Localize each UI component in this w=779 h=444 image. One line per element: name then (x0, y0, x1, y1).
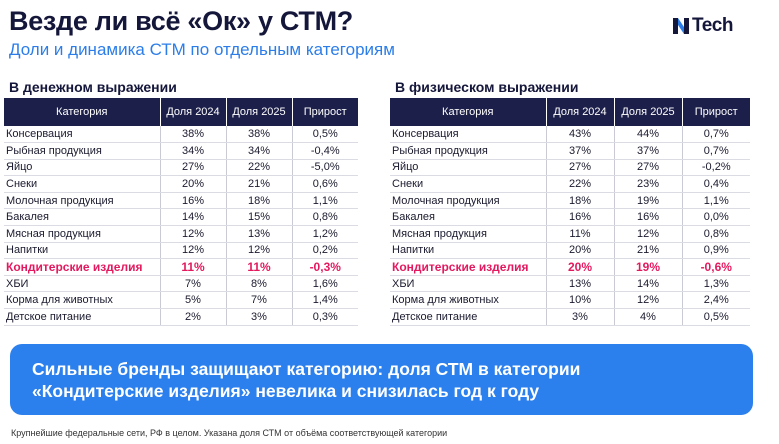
n-mark-icon (672, 17, 690, 35)
table-row (390, 126, 750, 143)
cell-share-2024: 38% (160, 126, 226, 143)
cell-share-2025: 19% (614, 192, 682, 209)
table-row (4, 159, 358, 176)
cell-category: Яйцо (4, 159, 160, 176)
cell-share-2025: 18% (226, 192, 292, 209)
cell-share-2024: 12% (160, 242, 226, 259)
cell-share-2025: 27% (614, 159, 682, 176)
cell-share-2024: 3% (546, 309, 614, 326)
table-row (390, 159, 750, 176)
cell-growth: 1,1% (682, 192, 750, 209)
cell-share-2024: 43% (546, 126, 614, 143)
cell-share-2024: 14% (160, 209, 226, 226)
table-row (390, 209, 750, 226)
cell-growth: 0,7% (682, 143, 750, 160)
cell-growth: 0,8% (292, 209, 358, 226)
cell-share-2025: 38% (226, 126, 292, 143)
cell-category: Рыбная продукция (390, 143, 546, 160)
footnote: Крупнейшие федеральные сети, РФ в целом. Указана доля СТМ от объёма соответствующей категории (11, 428, 448, 438)
cell-category: Консервация (4, 126, 160, 143)
cell-growth: 0,9% (682, 242, 750, 259)
cell-category: Мясная продукция (4, 226, 160, 243)
header-share-2025: Доля 2025 (226, 98, 292, 126)
cell-growth: 1,2% (292, 226, 358, 243)
cell-category: Молочная продукция (390, 192, 546, 209)
cell-share-2024: 37% (546, 143, 614, 160)
cell-growth: 1,6% (292, 275, 358, 292)
cell-share-2024: 16% (546, 209, 614, 226)
cell-share-2024: 27% (160, 159, 226, 176)
table-header-row (390, 98, 750, 126)
table-row (390, 143, 750, 160)
cell-share-2025: 12% (614, 292, 682, 309)
banner-line-2: «Кондитерские изделия» невелика и снизилась год к году (32, 381, 540, 401)
cell-share-2024: 5% (160, 292, 226, 309)
cell-share-2025: 21% (226, 176, 292, 193)
header-growth: Прирост (682, 98, 750, 126)
key-insight-banner (10, 344, 753, 415)
cell-category: Напитки (4, 242, 160, 259)
cell-share-2025: 11% (226, 259, 292, 276)
table-row (4, 209, 358, 226)
cell-share-2025: 13% (226, 226, 292, 243)
cell-share-2024: 20% (160, 176, 226, 193)
cell-share-2024: 10% (546, 292, 614, 309)
cell-category: ХБИ (4, 275, 160, 292)
monetary-share-table (4, 98, 358, 326)
cell-growth: 0,0% (682, 209, 750, 226)
header-share-2024: Доля 2024 (160, 98, 226, 126)
cell-growth: -0,3% (292, 259, 358, 276)
physical-share-table (390, 98, 750, 326)
cell-growth: 0,2% (292, 242, 358, 259)
table-row (4, 143, 358, 160)
cell-category: Корма для животных (390, 292, 546, 309)
cell-category: Снеки (4, 176, 160, 193)
cell-share-2025: 44% (614, 126, 682, 143)
cell-share-2024: 27% (546, 159, 614, 176)
cell-category: Бакалея (4, 209, 160, 226)
cell-share-2024: 20% (546, 259, 614, 276)
cell-category: Кондитерские изделия (390, 259, 546, 276)
cell-share-2024: 7% (160, 275, 226, 292)
cell-share-2025: 23% (614, 176, 682, 193)
cell-share-2024: 2% (160, 309, 226, 326)
cell-growth: 0,5% (292, 126, 358, 143)
cell-category: ХБИ (390, 275, 546, 292)
slide-title: Везде ли всё «Ок» у СТМ? (9, 6, 353, 36)
table-row (390, 275, 750, 292)
table-row (390, 259, 750, 276)
header-growth: Прирост (292, 98, 358, 126)
table-row (4, 309, 358, 326)
cell-category: Кондитерские изделия (4, 259, 160, 276)
cell-share-2025: 14% (614, 275, 682, 292)
cell-growth: 0,8% (682, 226, 750, 243)
cell-category: Напитки (390, 242, 546, 259)
cell-growth: 0,5% (682, 309, 750, 326)
cell-category: Бакалея (390, 209, 546, 226)
cell-growth: 1,4% (292, 292, 358, 309)
ntech-logo (672, 15, 733, 37)
table-row (4, 275, 358, 292)
cell-share-2025: 15% (226, 209, 292, 226)
cell-share-2025: 16% (614, 209, 682, 226)
cell-growth: -0,2% (682, 159, 750, 176)
table-row (4, 176, 358, 193)
cell-share-2024: 11% (160, 259, 226, 276)
table-row (390, 242, 750, 259)
table-row (390, 292, 750, 309)
cell-share-2024: 11% (546, 226, 614, 243)
cell-share-2024: 18% (546, 192, 614, 209)
cell-share-2025: 12% (226, 242, 292, 259)
section-title-monetary: В денежном выражении (9, 79, 177, 95)
cell-category: Рыбная продукция (4, 143, 160, 160)
cell-share-2024: 34% (160, 143, 226, 160)
cell-share-2024: 16% (160, 192, 226, 209)
table-header-row (4, 98, 358, 126)
header-category: Категория (4, 98, 160, 126)
cell-growth: -5,0% (292, 159, 358, 176)
table-row (390, 176, 750, 193)
cell-share-2024: 13% (546, 275, 614, 292)
cell-growth: -0,6% (682, 259, 750, 276)
table-row (4, 259, 358, 276)
cell-growth: 0,3% (292, 309, 358, 326)
table-row (4, 292, 358, 309)
table-row (390, 226, 750, 243)
cell-category: Детское питание (390, 309, 546, 326)
cell-category: Корма для животных (4, 292, 160, 309)
cell-growth: 0,4% (682, 176, 750, 193)
header-share-2025: Доля 2025 (614, 98, 682, 126)
table-row (390, 309, 750, 326)
cell-share-2025: 22% (226, 159, 292, 176)
cell-share-2025: 12% (614, 226, 682, 243)
cell-growth: 0,6% (292, 176, 358, 193)
cell-growth: -0,4% (292, 143, 358, 160)
cell-share-2024: 20% (546, 242, 614, 259)
cell-share-2025: 4% (614, 309, 682, 326)
cell-share-2025: 21% (614, 242, 682, 259)
logo-text: Tech (692, 15, 733, 36)
cell-growth: 0,7% (682, 126, 750, 143)
cell-share-2024: 22% (546, 176, 614, 193)
header-share-2024: Доля 2024 (546, 98, 614, 126)
section-title-physical: В физическом выражении (395, 79, 579, 95)
cell-share-2025: 3% (226, 309, 292, 326)
table-row (390, 192, 750, 209)
cell-category: Детское питание (4, 309, 160, 326)
cell-category: Снеки (390, 176, 546, 193)
cell-share-2025: 37% (614, 143, 682, 160)
cell-category: Яйцо (390, 159, 546, 176)
cell-growth: 1,1% (292, 192, 358, 209)
cell-share-2025: 8% (226, 275, 292, 292)
cell-growth: 2,4% (682, 292, 750, 309)
cell-category: Мясная продукция (390, 226, 546, 243)
cell-share-2024: 12% (160, 226, 226, 243)
table-row (4, 226, 358, 243)
cell-share-2025: 7% (226, 292, 292, 309)
cell-category: Молочная продукция (4, 192, 160, 209)
cell-share-2025: 34% (226, 143, 292, 160)
cell-category: Консервация (390, 126, 546, 143)
banner-line-1: Сильные бренды защищают категорию: доля СТМ в категории (32, 359, 581, 379)
table-row (4, 192, 358, 209)
slide-subtitle: Доли и динамика СТМ по отдельным категориям (9, 40, 395, 59)
table-row (4, 242, 358, 259)
table-row (4, 126, 358, 143)
header-category: Категория (390, 98, 546, 126)
cell-growth: 1,3% (682, 275, 750, 292)
cell-share-2025: 19% (614, 259, 682, 276)
